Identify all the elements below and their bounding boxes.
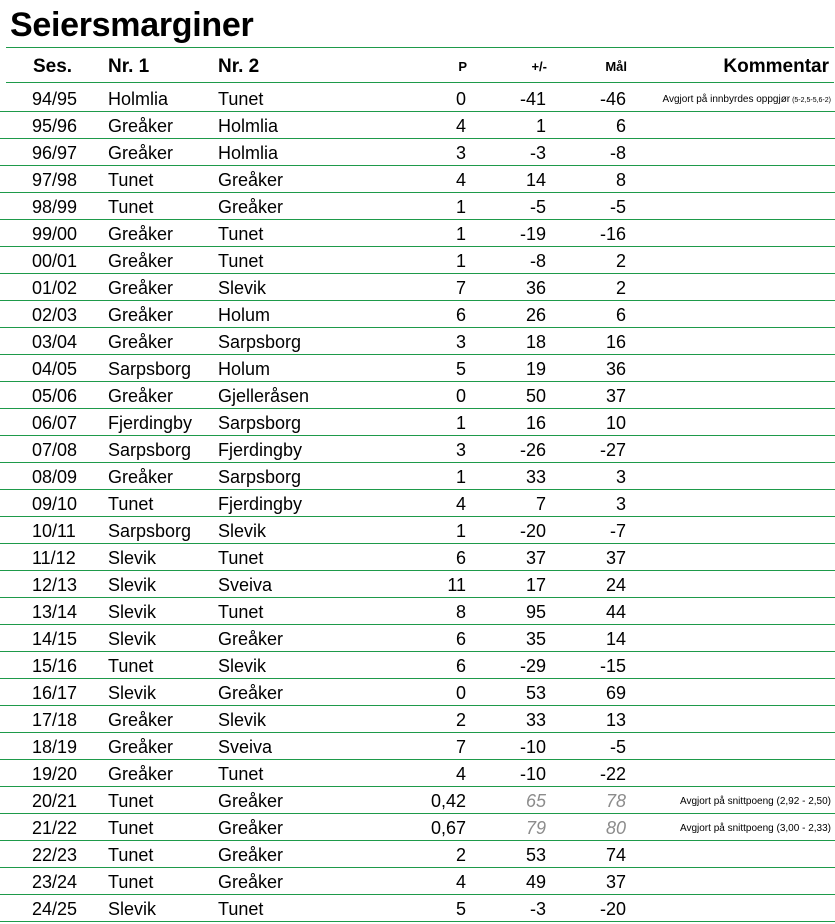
table-row [0,355,835,382]
cell-plusminus: 37 [525,548,546,568]
cell-mal: -15 [599,656,626,676]
cell-plusminus: 33 [525,467,546,487]
cell-nr1: Tunet [108,656,154,676]
table-row [0,220,835,247]
cell-mal: -22 [599,764,626,784]
cell-nr1: Tunet [108,170,154,190]
cell-mal: 6 [615,305,626,325]
cell-nr1: Slevik [108,575,157,595]
cell-plusminus: 53 [525,845,546,865]
table-row [0,598,835,625]
cell-p: 0 [455,683,466,703]
kommentar-detail: (5-2,5-5,6-2) [790,97,831,104]
cell-season: 02/03 [32,305,78,325]
cell-season: 22/23 [32,845,78,865]
table-row [0,274,835,301]
cell-nr1: Tunet [108,197,154,217]
cell-season: 01/02 [32,278,78,298]
cell-nr2: Greåker [218,170,284,190]
table-row [0,112,835,139]
cell-mal: 69 [605,683,626,703]
cell-plusminus: 65 [525,791,546,811]
cell-mal: -7 [609,521,626,541]
cell-season: 09/10 [32,494,78,514]
cell-p: 4 [455,116,466,136]
cell-p: 1 [455,413,466,433]
table-row [0,139,835,166]
cell-nr1: Greåker [108,764,174,784]
cell-nr1: Greåker [108,116,174,136]
cell-season: 12/13 [32,575,78,595]
cell-p: 5 [455,899,466,919]
header-kommentar: Kommentar [723,56,829,77]
kommentar-text: Avgjort på innbyrdes oppgjør [662,94,791,105]
cell-p: 7 [455,737,466,757]
cell-plusminus: -3 [529,899,546,919]
cell-p: 6 [455,629,466,649]
cell-p: 0 [455,386,466,406]
cell-nr2: Greåker [218,629,284,649]
cell-nr1: Greåker [108,332,174,352]
cell-p: 1 [455,197,466,217]
table-row [0,193,835,220]
table-row [0,679,835,706]
cell-nr2: Holum [218,305,271,325]
results-table [0,85,835,922]
cell-nr2: Sarpsborg [218,413,302,433]
cell-p: 2 [455,845,466,865]
cell-kommentar [680,814,831,844]
table-row [0,463,835,490]
cell-mal: -5 [609,737,626,757]
cell-season: 97/98 [32,170,78,190]
cell-nr1: Greåker [108,305,174,325]
cell-p: 4 [455,170,466,190]
cell-season: 00/01 [32,251,78,271]
cell-mal: 16 [605,332,626,352]
table-row [0,787,835,814]
cell-p: 7 [455,278,466,298]
cell-p: 1 [455,467,466,487]
cell-plusminus: 35 [525,629,546,649]
cell-plusminus: -3 [529,143,546,163]
cell-plusminus: 26 [525,305,546,325]
kommentar-text: Avgjort på snittpoeng (3,00 - 2,33) [679,823,831,834]
cell-season: 14/15 [32,629,78,649]
cell-mal: -16 [599,224,626,244]
table-row [0,85,835,112]
cell-nr2: Tunet [218,224,264,244]
cell-plusminus: -8 [529,251,546,271]
cell-nr1: Slevik [108,629,157,649]
header-mal: Mål [605,59,627,74]
cell-mal: 44 [605,602,626,622]
cell-plusminus: -19 [519,224,546,244]
cell-nr2: Tunet [218,602,264,622]
cell-nr2: Slevik [218,656,267,676]
table-row [0,517,835,544]
cell-season: 15/16 [32,656,78,676]
cell-season: 08/09 [32,467,78,487]
table-row [0,247,835,274]
cell-p: 8 [455,602,466,622]
table-row [0,571,835,598]
header-p: P [458,59,467,74]
cell-plusminus: 36 [525,278,546,298]
cell-nr1: Fjerdingby [108,413,193,433]
cell-nr1: Greåker [108,278,174,298]
cell-mal: 13 [605,710,626,730]
cell-nr1: Sarpsborg [108,359,192,379]
cell-p: 0 [455,89,466,109]
cell-mal: 80 [605,818,626,838]
cell-plusminus: 16 [525,413,546,433]
cell-season: 10/11 [32,521,76,541]
cell-plusminus: 79 [525,818,546,838]
cell-season: 06/07 [32,413,78,433]
cell-nr2: Tunet [218,548,264,568]
cell-p: 1 [455,521,466,541]
cell-nr1: Sarpsborg [108,440,192,460]
cell-nr2: Holum [218,359,271,379]
table-row [0,652,835,679]
cell-nr1: Tunet [108,818,154,838]
cell-plusminus: -5 [529,197,546,217]
cell-season: 98/99 [32,197,78,217]
cell-nr1: Greåker [108,386,174,406]
cell-mal: 8 [615,170,626,190]
cell-plusminus: 95 [525,602,546,622]
cell-mal: -27 [599,440,626,460]
page-title: Seiersmarginer [10,6,254,44]
cell-plusminus: 19 [525,359,546,379]
cell-plusminus: -10 [519,764,546,784]
cell-plusminus: -20 [519,521,546,541]
cell-nr1: Tunet [108,791,154,811]
table-row [0,895,835,922]
cell-season: 04/05 [32,359,78,379]
table-row [0,490,835,517]
cell-p: 3 [455,143,466,163]
cell-p: 4 [455,764,466,784]
cell-nr1: Slevik [108,899,157,919]
cell-nr2: Fjerdingby [218,440,303,460]
cell-plusminus: 7 [535,494,546,514]
table-row [0,841,835,868]
cell-nr1: Greåker [108,737,174,757]
cell-season: 99/00 [32,224,78,244]
cell-mal: 14 [605,629,626,649]
cell-mal: 37 [605,386,626,406]
cell-mal: 74 [605,845,626,865]
cell-season: 23/24 [32,872,78,892]
cell-season: 18/19 [32,737,78,757]
cell-nr2: Gjelleråsen [218,386,310,406]
table-row [0,166,835,193]
cell-p: 0,67 [430,818,466,838]
cell-plusminus: -10 [519,737,546,757]
cell-nr2: Sarpsborg [218,467,302,487]
cell-season: 95/96 [32,116,78,136]
cell-plusminus: 49 [525,872,546,892]
cell-nr2: Tunet [218,251,264,271]
cell-season: 19/20 [32,764,78,784]
cell-p: 5 [455,359,466,379]
cell-mal: 3 [615,494,626,514]
cell-season: 20/21 [32,791,78,811]
cell-nr2: Greåker [218,845,284,865]
table-row [0,733,835,760]
cell-mal: -46 [599,89,626,109]
cell-nr1: Greåker [108,224,174,244]
cell-season: 21/22 [32,818,78,838]
header-rule [6,82,834,83]
cell-mal: -20 [599,899,626,919]
cell-p: 1 [455,224,466,244]
cell-nr1: Slevik [108,683,157,703]
cell-nr1: Greåker [108,710,174,730]
header-nr2: Nr. 2 [218,56,260,77]
cell-nr1: Tunet [108,845,154,865]
cell-nr2: Holmlia [218,116,279,136]
cell-mal: 78 [605,791,626,811]
cell-p: 6 [455,656,466,676]
cell-nr2: Tunet [218,899,264,919]
header-plusminus: +/- [531,59,547,74]
cell-nr2: Slevik [218,278,267,298]
cell-mal: -8 [609,143,626,163]
cell-season: 94/95 [32,89,78,109]
cell-nr2: Tunet [218,764,264,784]
cell-nr2: Greåker [218,872,284,892]
cell-nr1: Greåker [108,251,174,271]
cell-nr2: Slevik [218,710,267,730]
cell-plusminus: 18 [525,332,546,352]
cell-nr2: Greåker [218,818,284,838]
cell-season: 96/97 [32,143,78,163]
cell-nr1: Greåker [108,143,174,163]
cell-nr1: Slevik [108,548,157,568]
cell-nr1: Slevik [108,602,157,622]
cell-kommentar [680,787,831,817]
title-rule [6,47,834,48]
cell-p: 4 [455,872,466,892]
cell-nr2: Greåker [218,791,284,811]
cell-nr2: Fjerdingby [218,494,303,514]
cell-nr2: Tunet [218,89,264,109]
cell-nr2: Greåker [218,197,284,217]
cell-p: 3 [455,332,466,352]
table-row [0,814,835,841]
cell-p: 3 [455,440,466,460]
cell-nr2: Slevik [218,521,267,541]
table-row [0,436,835,463]
table-row [0,544,835,571]
cell-nr2: Greåker [218,683,284,703]
cell-plusminus: 14 [525,170,546,190]
cell-plusminus: -41 [519,89,546,109]
cell-mal: 2 [615,251,626,271]
cell-nr2: Holmlia [218,143,279,163]
cell-nr1: Tunet [108,494,154,514]
table-header [0,52,835,82]
cell-plusminus: 17 [525,575,546,595]
cell-mal: 3 [615,467,626,487]
table-row [0,328,835,355]
cell-nr1: Tunet [108,872,154,892]
cell-p: 6 [455,305,466,325]
cell-nr1: Greåker [108,467,174,487]
cell-season: 05/06 [32,386,78,406]
cell-mal: 37 [605,872,626,892]
cell-season: 13/14 [32,602,78,622]
kommentar-text: Avgjort på snittpoeng (2,92 - 2,50) [679,796,831,807]
cell-p: 11 [447,575,466,595]
table-row [0,706,835,733]
table-row [0,382,835,409]
cell-p: 6 [455,548,466,568]
cell-plusminus: 33 [525,710,546,730]
cell-season: 07/08 [32,440,78,460]
cell-plusminus: -26 [519,440,546,460]
cell-p: 1 [455,251,466,271]
cell-nr2: Sveiva [218,737,273,757]
cell-plusminus: 50 [525,386,546,406]
cell-nr1: Sarpsborg [108,521,192,541]
cell-plusminus: 53 [525,683,546,703]
cell-mal: 37 [605,548,626,568]
header-nr1: Nr. 1 [108,56,150,77]
cell-p: 4 [455,494,466,514]
cell-mal: 36 [605,359,626,379]
table-row [0,625,835,652]
cell-mal: 2 [615,278,626,298]
table-row [0,760,835,787]
header-ses: Ses. [33,56,73,77]
cell-p: 2 [455,710,466,730]
table-row [0,409,835,436]
cell-mal: -5 [609,197,626,217]
cell-nr2: Sarpsborg [218,332,302,352]
cell-plusminus: -29 [519,656,546,676]
cell-mal: 10 [605,413,626,433]
cell-season: 03/04 [32,332,78,352]
table-row [0,301,835,328]
table-row [0,868,835,895]
cell-season: 24/25 [32,899,78,919]
cell-p: 0,42 [430,791,466,811]
cell-season: 16/17 [32,683,78,703]
cell-nr2: Sveiva [218,575,273,595]
cell-nr1: Holmlia [108,89,169,109]
cell-mal: 6 [615,116,626,136]
cell-season: 17/18 [32,710,78,730]
cell-plusminus: 1 [535,116,546,136]
cell-season: 11/12 [32,548,76,568]
cell-mal: 24 [605,575,626,595]
